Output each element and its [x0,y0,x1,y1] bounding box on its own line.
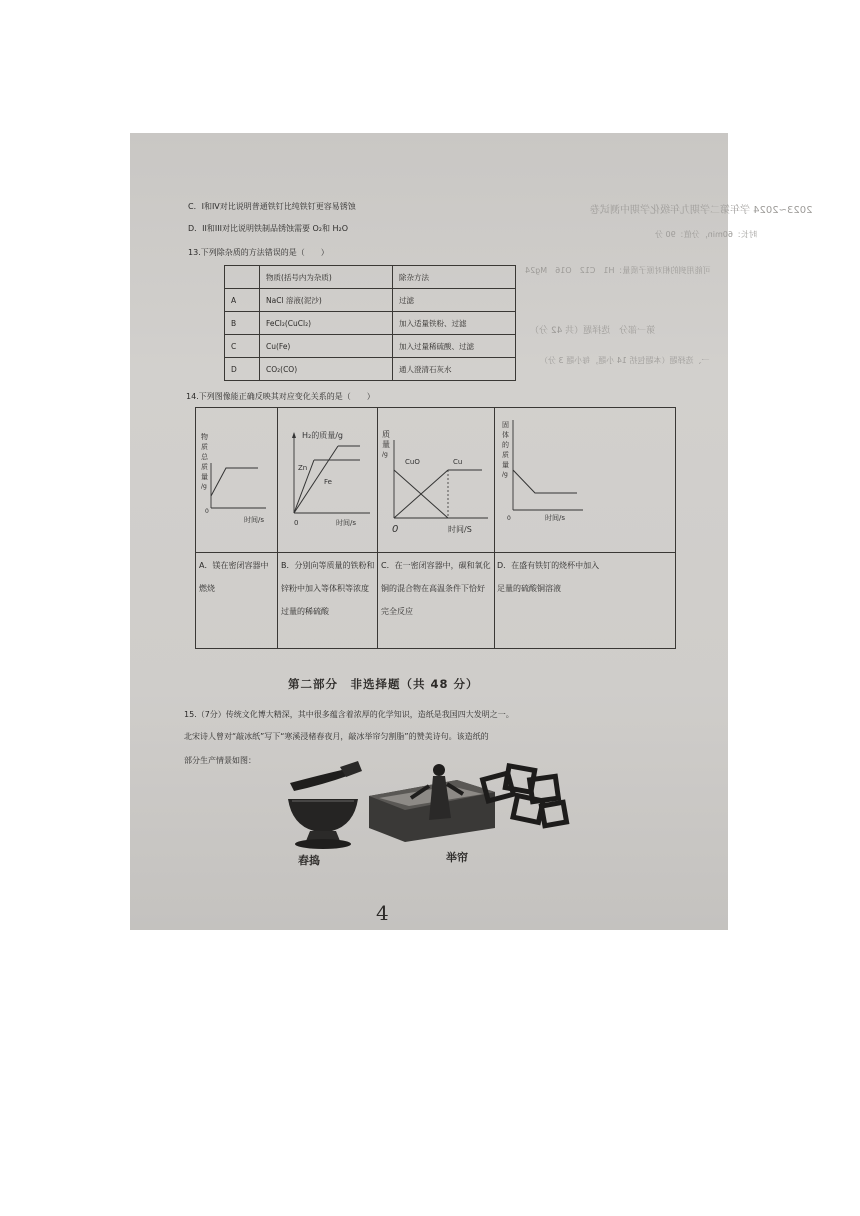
q13-table [224,265,516,381]
bleed-duration: 时长：60min，分值：90 分 [655,230,757,239]
x-axis-label: 时间/s [336,519,357,527]
table-cell: 除杂方法 [393,266,516,289]
y-char: 质 [201,443,208,451]
option-d-text: D．在盛有铁钉的烧杯中加入足量的硫酸铜溶液 [497,561,600,593]
table-cell: CO₂(CO) [260,358,393,381]
y-char: /g [502,471,508,478]
question-15-line1: 15.（7分）传统文化博大精深，其中很多蕴含着浓厚的化学知识，造纸是我国四大发明之一。 [184,710,514,719]
table-row [225,335,516,358]
y-char: 质 [382,430,390,439]
x-axis-label: 时间/S [448,525,472,534]
page-number: 4 [376,901,389,925]
table-cell [225,266,260,289]
bleed-part-one: 第一部分 选择题（共 42 分） [530,326,656,336]
graph-c-ylabel [382,430,392,460]
y-char: 体 [502,431,509,439]
y-char: 固 [502,421,509,429]
x-axis-label: 时间/s [545,514,566,522]
option-c-text: C．在一密闭容器中，碳和氧化铜的混合物在高温条件下恰好完全反应 [381,561,491,616]
table-cell: A [225,289,260,312]
origin-label: 0 [392,524,399,535]
table-cell: 加入适量铁粉、过滤 [393,312,516,335]
graph-d-ylabel [502,420,510,480]
table-cell: 通人澄清石灰水 [393,358,516,381]
option-b-text: B．分别向等质量的铁粉和锌粉中加入等体积等浓度过量的稀硫酸 [281,561,375,616]
question-14: 14.下列图像能正确反映其对应变化关系的是（ ） [186,392,375,401]
y-char: 质 [502,451,509,459]
table-cell: FeCl₂(CuCl₂) [260,312,393,335]
table-cell: 过滤 [393,289,516,312]
bleed-atomic-mass: 可能用到的相对原子质量：H1 C12 O16 Mg24 [525,266,711,275]
origin-label: 0 [205,508,209,515]
mortar-illustration [280,755,375,850]
y-char: 质 [201,463,208,471]
section-heading: 第二部分 非选择题（共 48 分） [288,677,479,691]
graph-b [278,408,377,552]
bleed-title: 2023~2024 学年第二学期九年级化学期中测试卷 [590,205,813,216]
x-axis-label: 时间/s [244,516,265,524]
table-header-row [225,266,516,289]
table-cell: 加入过量稀硫酸、过滤 [393,335,516,358]
graph-c [378,408,494,552]
y-char: 量 [382,440,390,449]
table-cell: 物质(括号内为杂质) [260,266,393,289]
cuo-label: CuO [405,458,420,466]
scanned-page-photo [130,133,813,930]
table-row [225,358,516,381]
zn-label: Zn [298,464,308,472]
table-row [225,289,516,312]
option-c-line: C．I和IV对比说明普通铁钉比纯铁钉更容易锈蚀 [188,202,356,211]
graph-a-ylabel [201,432,209,492]
question-15-line3: 部分生产情景如图： [184,756,256,765]
cu-label: Cu [453,458,463,466]
y-char: /g [382,451,388,458]
y-char: 物 [201,433,208,441]
table-cell: Cu(Fe) [260,335,393,358]
option-d-line: D．II和III对比说明铁制品锈蚀需要 O₂和 H₂O [188,224,349,233]
table-row [225,312,516,335]
table-cell: D [225,358,260,381]
question-15-line2: 北宋诗人曾对“敲冰纸”写下“寒溪浸楮春夜月，敲冰举帘匀割脂”的赞美诗句。该造纸的 [184,732,489,741]
papermaking-illustration [365,758,580,843]
origin-label: 0 [294,519,299,527]
caption-chongdao: 舂捣 [298,854,320,867]
y-char: 量 [201,473,208,481]
q14-graph-table [195,407,676,649]
table-cell: C [225,335,260,358]
y-axis-label: H₂的质量/g [302,431,343,440]
row-divider [196,552,675,553]
table-cell: NaCl 溶液(泥沙) [260,289,393,312]
y-char: 量 [502,461,509,469]
bleed-section: 一、选择题（本题包括 14 小题，每小题 3 分） [540,356,710,365]
table-cell: B [225,312,260,335]
caption-juilian: 举帘 [446,851,468,864]
y-char: 的 [502,441,509,449]
y-char: /g [201,483,207,490]
y-char: 总 [201,453,208,461]
origin-label: 0 [507,515,511,522]
graph-d [495,408,613,552]
fe-label: Fe [324,478,332,486]
option-a-text: A．镁在密闭容器中燃烧 [199,561,269,593]
question-13: 13.下列除杂质的方法错误的是（ ） [188,248,329,257]
